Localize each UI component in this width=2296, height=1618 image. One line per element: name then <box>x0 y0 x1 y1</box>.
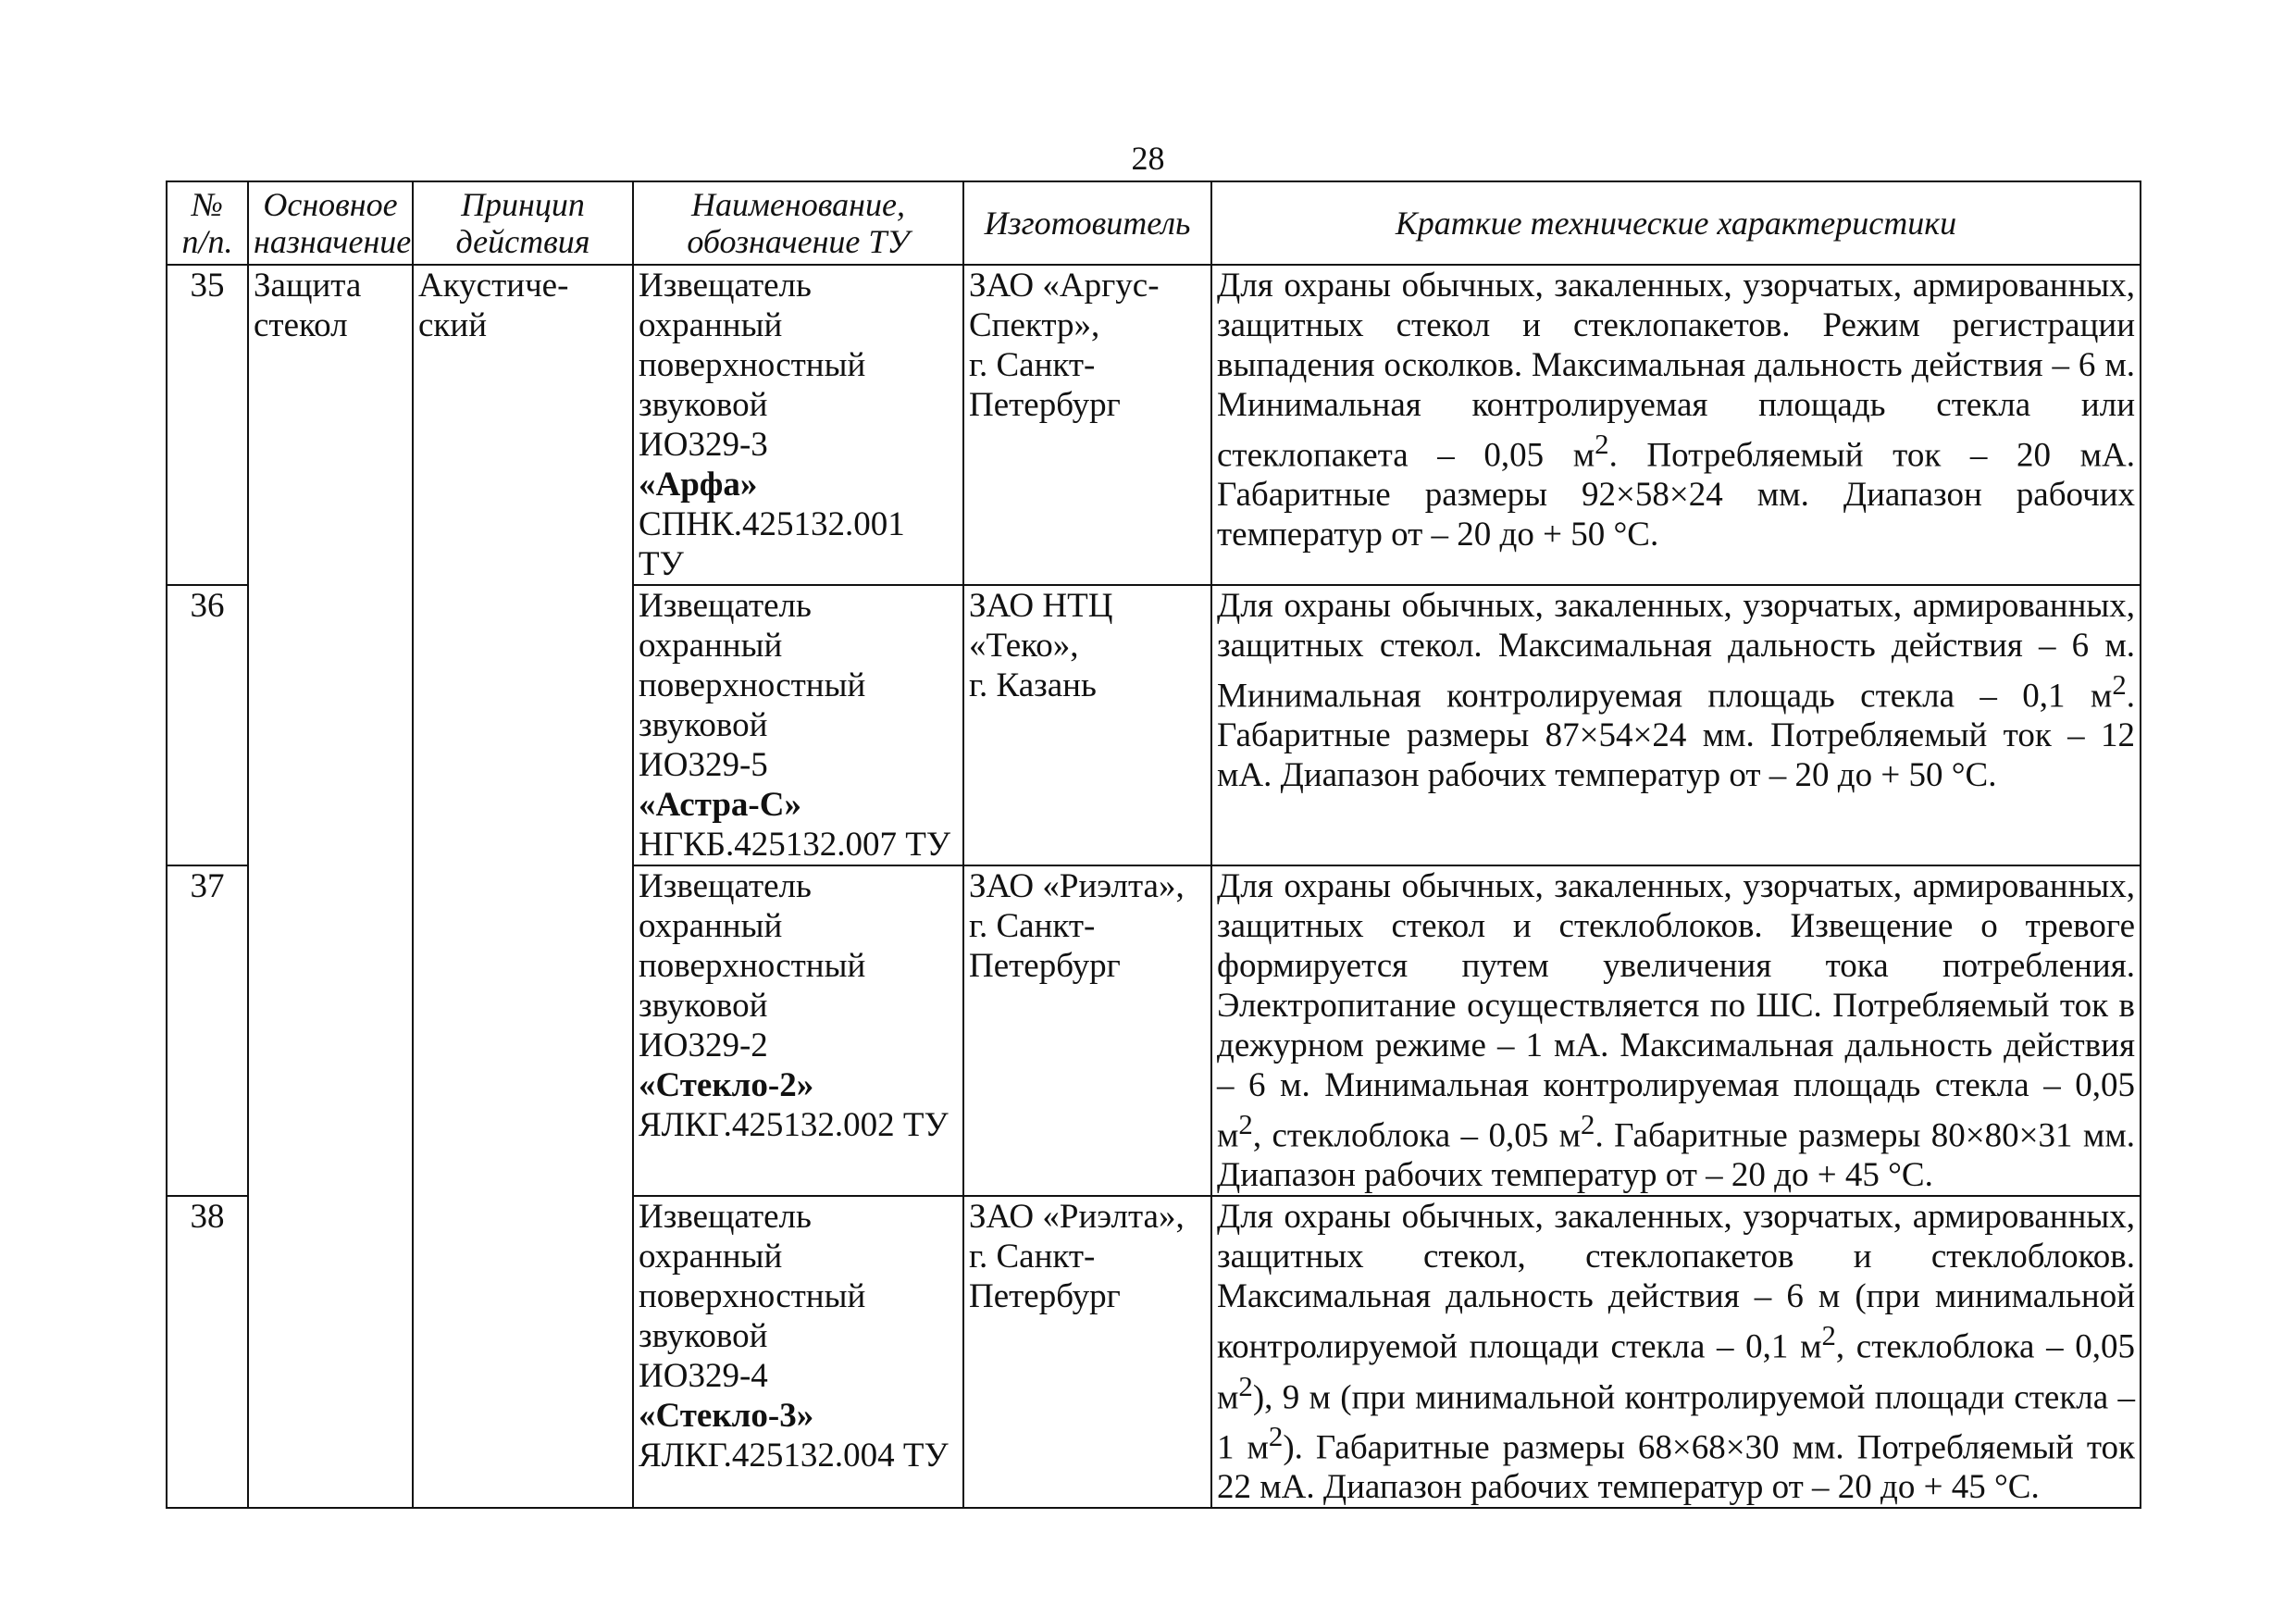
device-name-cell: Извещатель охранный поверхностный звуковой ИО329-5 «Астра-С» НГКБ.425132.007 ТУ <box>633 585 963 865</box>
model-name: «Астра-С» <box>639 786 801 824</box>
row-number: 37 <box>167 865 248 1196</box>
equipment-table <box>166 180 2141 1509</box>
tu-code: НГКБ.425132.007 ТУ <box>639 826 951 864</box>
header-specs: Краткие технические характеристики <box>1211 181 2141 265</box>
specs-cell: Для охраны обычных, закаленных, узорчатых, армированных, защитных стекол и стеклоблоков. Извещение о тревоге формируется путем увеличения тока потребления. Электропитание осуществляется по ШС. Потребляемый ток в дежурном режиме – 1 мА. Максимальная дальность действия – 6 м. Минимальная контролируемая площадь стекла – 0,05 $м^2$, стеклоблока – 0,05 $м^2$. Габаритные размеры 80×80×31 мм. Диапазон рабочих температур от – 20 до + 45 °С. <box>1211 865 2141 1196</box>
page-number: 28 <box>1131 140 1165 177</box>
row-number: 38 <box>167 1196 248 1508</box>
specs-cell: Для охраны обычных, закаленных, узорчатых, армированных, защитных стекол. Максимальная дальность действия – 6 м. Минимальная контролируемая площадь стекла – 0,1 $м^2$. Габаритные размеры 87×54×24 мм. Потребляемый ток – 12 мА. Диапазон рабочих температур от – 20 до + 50 °С. <box>1211 585 2141 865</box>
specs-cell: Для охраны обычных, закаленных, узорчатых, армированных, защитных стекол, стеклопакетов и стеклоблоков. Максимальная дальность действия – 6 м (при минимальной контролируемой площади стекла – 0,1 $м^2$, стеклоблока – 0,05 $м^2$), 9 м (при минимальной контролируемой площади стекла – 1 $м^2$). Габаритные размеры 68×68×30 мм. Потребляемый ток 22 мА. Диапазон рабочих температур от – 20 до + 45 °С. <box>1211 1196 2141 1508</box>
device-name-cell: Извещатель охранный поверхностный звуковой ИО329-4 «Стекло-3» ЯЛКГ.425132.004 ТУ <box>633 1196 963 1508</box>
tu-code: ЯЛКГ.425132.004 ТУ <box>639 1437 949 1475</box>
device-name-cell: Извещатель охранный поверхностный звуковой ИО329-2 «Стекло-2» ЯЛКГ.425132.002 ТУ <box>633 865 963 1196</box>
specs-cell: Для охраны обычных, закаленных, узорчатых, армированных, защитных стекол и стеклопакетов. Режим регистрации выпадения осколков. Максимальная дальность действия – 6 м. Минимальная контролируемая площадь стекла или стеклопакета – 0,05 $м^2$. Потребляемый ток – 20 мА. Габаритные размеры 92×58×24 мм. Диапазон рабочих температур от – 20 до + 50 °С. <box>1211 265 2141 585</box>
row-number: 35 <box>167 265 248 585</box>
header-principle: Принцип действия <box>413 181 633 265</box>
maker-cell: ЗАО «Риэлта», г. Санкт- Петербург <box>963 865 1211 1196</box>
model-name: «Стекло-3» <box>639 1397 814 1436</box>
table-row <box>167 265 2141 585</box>
tu-code: ЯЛКГ.425132.002 ТУ <box>639 1106 949 1144</box>
header-purpose: Основное назначение <box>248 181 413 265</box>
tu-code: СПНК.425132.001 ТУ <box>639 505 905 583</box>
purpose-cell: Защита стекол <box>248 265 413 1508</box>
device-name-cell: Извещатель охранный поверхностный звуковой ИО329-3 «Арфа» СПНК.425132.001 ТУ <box>633 265 963 585</box>
model-name: «Стекло-2» <box>639 1066 814 1104</box>
maker-cell: ЗАО НТЦ «Теко», г. Казань <box>963 585 1211 865</box>
maker-cell: ЗАО «Аргус- Спектр», г. Санкт- Петербург <box>963 265 1211 585</box>
header-name: Наименование, обозначение ТУ <box>633 181 963 265</box>
header-maker: Изготовитель <box>963 181 1211 265</box>
maker-cell: ЗАО «Риэлта», г. Санкт- Петербург <box>963 1196 1211 1508</box>
table-header-row <box>167 181 2141 265</box>
header-number: № п/п. <box>167 181 248 265</box>
model-name: «Арфа» <box>639 466 758 504</box>
row-number: 36 <box>167 585 248 865</box>
principle-cell: Акустиче- ский <box>413 265 633 1508</box>
